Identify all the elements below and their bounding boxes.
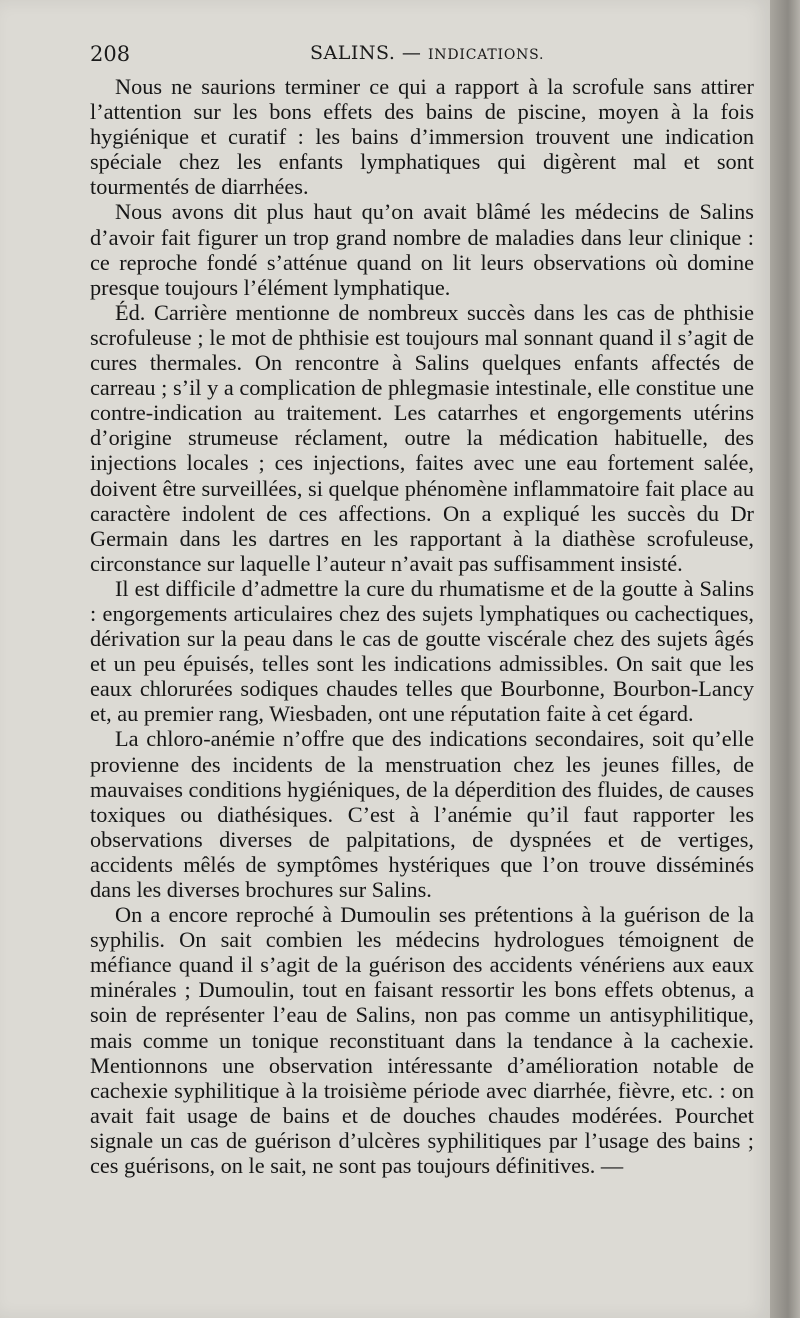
page-edge-shadow	[770, 0, 800, 1318]
paragraph-syphilis: On a encore reproché à Dumoulin ses prétentions à la guérison de la syphilis. On sait combien les médecins hydrologues témoignent de méfiance quand il s’agit de la guérison des accidents vénériens aux eaux minérales ; Dumoulin, tout en faisant ressortir les bons effets obtenus, a soin de représenter l’eau de Salins, non pas comme un antisyphilitique, mais comme un tonique reconstituant dans la tendance à la cachexie. Mentionnons une observation intéressante d’amélioration notable de cachexie syphilitique à la troisième période avec diarrhée, fièvre, etc. : on avait fait usage de bains et de douches chaudes modérées. Pourchet signale un cas de guérison d’ulcères syphilitiques par l’usage des bains ; ces guérisons, on le sait, ne sont pas toujours définitives. —	[90, 902, 754, 1179]
paragraph-scrofule: Nous ne saurions terminer ce qui a rapport à la scrofule sans attirer l’attention sur les bons effets des bains de piscine, moyen à la fois hygiénique et curatif : les bains d’immersion trouvent une indication spéciale chez les enfants lymphatiques qui digèrent mal et sont tourmentés de diarrhées.	[90, 74, 754, 200]
paragraph-clinique: Nous avons dit plus haut qu’on avait blâmé les médecins de Salins d’avoir fait figurer un trop grand nombre de maladies dans leur clinique : ce reproche fondé s’atténue quand on lit leurs observations où domine presque toujours l’élément lymphatique.	[90, 199, 754, 300]
paragraph-phthisie: Éd. Carrière mentionne de nombreux succès dans les cas de phthisie scrofuleuse ; le mot de phthisie est toujours mal sonnant quand il s’agit de cures thermales. On rencontre à Salins quelques enfants affectés de carreau ; s’il y a complication de phlegmasie intestinale, elle constitue une contre-indication au traitement. Les catarrhes et engorgements utérins d’origine strumeuse réclament, outre la médication habituelle, des injections locales ; ces injections, faites avec une eau fortement salée, doivent être surveillées, si quelque phénomène inflammatoire fait place au caractère indolent de ces affections. On a expliqué les succès du Dr Germain dans les dartres en les rapportant à la diathèse scrofuleuse, circonstance sur laquelle l’auteur n’avait pas suffisamment insisté.	[90, 299, 754, 576]
running-title-section: INDICATIONS.	[427, 47, 545, 63]
paragraph-rhumatisme: Il est difficile d’admettre la cure du rhumatisme et de la goutte à Salins : engorgements articulaires chez des sujets lymphatiques ou cachectiques, dérivation sur la peau dans le cas de goutte viscérale chez des sujets âgés et un peu épuisés, telles sont les indications admissibles. On sait que les eaux chlorurées sodiques chaudes telles que Bourbonne, Bourbon-Lancy et, au premier rang, Wiesbaden, ont une réputation faite à cet égard.	[90, 575, 754, 727]
running-title-dash: —	[401, 42, 422, 64]
page-number: 208	[90, 42, 131, 66]
page-header	[90, 42, 754, 72]
paragraph-chloro-anemie: La chloro-anémie n’offre que des indications secondaires, soit qu’elle provienne des incidents de la menstruation chez les jeunes filles, de mauvaises conditions hygiéniques, de la déperdition des fluides, de causes toxiques ou diathésiques. C’est à l’anémie qu’il faut rapporter les observations diverses de palpitations, de dyspnées et de vertiges, accidents mêlés de symptômes hystériques que l’on trouve disséminés dans les diverses brochures sur Salins.	[90, 726, 754, 902]
running-title-main: SALINS.	[310, 42, 396, 64]
running-title	[310, 42, 544, 64]
body-text	[90, 74, 754, 1178]
